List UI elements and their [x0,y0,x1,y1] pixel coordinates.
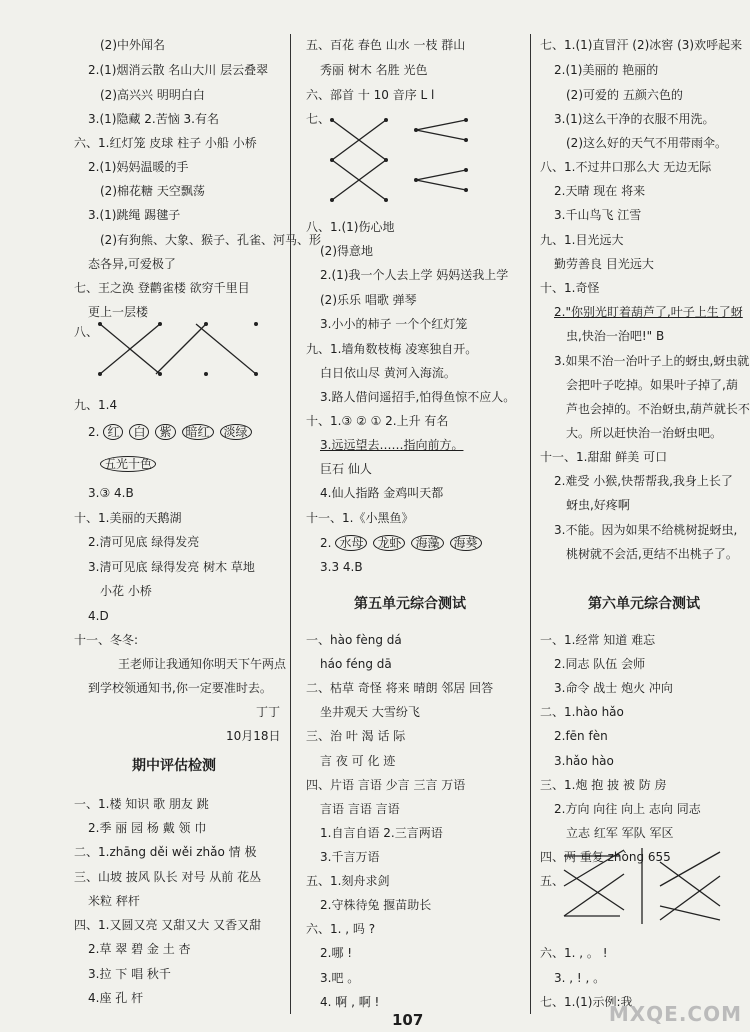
circled-word: 紫 [155,424,175,440]
answer-line: 十、1.美丽的天鹅湖 [74,511,182,525]
answer-line: (2)棉花糖 天空飘荡 [100,184,205,198]
answer-line: 巨石 仙人 [320,462,372,476]
answer-line: 3.(1)跳绳 踢毽子 [88,208,181,222]
answer-line: (2)得意地 [320,244,373,258]
answer-line: 2.(1)我一个人去上学 妈妈送我上学 [320,268,509,282]
circled-word: 五光十色 [100,456,156,472]
answer-line: 九、1.目光远大 [540,233,624,247]
answer-line: 十一、冬冬: [74,633,139,647]
answer-line: 九、1.墙角数枝梅 凌寒独自开。 [306,342,478,356]
answer-line: 勤劳善良 目光远大 [554,257,654,271]
answer-line: 十、1.③ ② ① 2.上升 有名 [306,414,449,428]
page-number: 107 [392,1011,424,1029]
answer-line: (2)高兴兴 明明白白 [100,88,205,102]
answer-line: 2.方向 向往 向上 志向 同志 [554,802,701,816]
answer-line: 五、百花 春色 山水 一枝 群山 [306,38,466,52]
answer-line: 十一、1.甜甜 鲜美 可口 [540,450,668,464]
answer-line: 2.(1)美丽的 艳丽的 [554,63,659,77]
answer-line: 秀丽 树木 名胜 光色 [320,63,428,77]
answer-line: 2.守株待兔 揠苗助长 [320,898,432,912]
answer-line: 3.(1)隐藏 2.苦恼 3.有名 [88,112,219,126]
answer-line: 六、部首 十 10 音序 L l [306,88,435,102]
answer-line: 3.hǎo hào [554,754,614,768]
answer-line: 到学校领通知书,你一定要准时去。 [88,681,272,695]
answer-line: 3.3 4.B [320,560,363,574]
circled-word: 水母 [335,535,367,551]
answer-line: 言 夜 可 化 迹 [320,754,396,768]
answer-line: 4.D [88,609,109,623]
answer-line: 王老师让我通知你明天下午两点 [118,657,287,671]
answer-line: 言语 言语 言语 [320,802,400,816]
answer-line: 六、1. , 吗 ? [306,922,376,936]
answer-line: 会把叶子吃掉。如果叶子掉了,葫 [566,378,738,392]
circled-idiom [100,456,162,472]
underlined-answer: 3.远远望去……指向前方。 [320,438,464,452]
answer-line: 五、 [540,874,565,888]
answer-line: 十、1.奇怪 [540,281,600,295]
answer-line: 桃树就不会活,更结不出桃子了。 [566,547,738,561]
answer-line: (2)这么好的天气不用带雨伞。 [566,136,727,150]
answer-line: 小花 小桥 [100,584,152,598]
answer-line: 3.吧 。 [320,971,360,985]
answer-line: 二、1.hào hǎo [540,705,624,719]
column-divider-left [290,34,291,1014]
answer-line: 3.千山鸟飞 江雪 [554,208,642,222]
answer-line: (2)中外闻名 [100,38,165,52]
answer-line: 九、1.4 [74,398,118,412]
matching-diagram-left [96,318,276,382]
answer-line: 四、片语 言语 少言 三言 万语 [306,778,466,792]
answer-line: (2)有狗熊、大象、猴子、孔雀、河马、形 [100,233,321,247]
heading-unit6: 第六单元综合测试 [588,596,700,612]
answer-line: 2.同志 队伍 会师 [554,657,646,671]
answer-line: 10月18日 [226,729,281,743]
answer-line: 2.哪 ! [320,946,353,960]
underlined-answer: 2."你别光盯着葫芦了,叶子上生了蚜 [554,305,743,319]
answer-line: 二、枯草 奇怪 将来 晴朗 邻居 回答 [306,681,494,695]
answer-line: 二、1.zhāng děi wěi zhǎo 情 极 [74,845,257,859]
answer-line: 3.③ 4.B [88,486,134,500]
answer-line: 2.(1)妈妈温暖的手 [88,160,189,174]
answer-line: 3.清可见底 绿得发亮 树木 草地 [88,560,255,574]
heading-unit5: 第五单元综合测试 [354,596,466,612]
answer-line: 一、hào fèng dá [306,633,402,647]
answer-line: 4.座 孔 杆 [88,991,144,1005]
answer-line: 八、1.不过井口那么大 无边无际 [540,160,712,174]
answer-line: 4. 啊 , 啊 ! [320,995,380,1009]
circled-word: 海藻 [411,535,443,551]
answer-line: 四、两 重复 zhòng 655 [540,850,671,864]
answer-line: 3.拉 下 唱 秋千 [88,967,171,981]
answer-line: 态各异,可爱极了 [88,257,176,271]
answer-line: 3.路人借问遥招手,怕得鱼惊不应人。 [320,390,516,404]
answer-line: 2.难受 小猴,快帮帮我,我身上长了 [554,474,733,488]
answer-line: (2)可爱的 五颜六色的 [566,88,683,102]
answer-line: 一、1.楼 知识 歌 朋友 跳 [74,797,209,811]
answer-line: 一、1.经常 知道 难忘 [540,633,656,647]
answer-line: 2.草 翠 碧 金 土 杏 [88,942,191,956]
answer-line: 坐井观天 大雪纷飞 [320,705,420,719]
circled-colors-row [88,424,258,440]
answer-line: 虫,快治一治吧!" B [566,329,665,343]
matching-diagram-right [560,846,730,926]
answer-line: 芦也会掉的。不治蚜虫,葫芦就长不 [566,402,750,416]
answer-line: 1.自言自语 2.三言两语 [320,826,443,840]
answer-line: 四、1.又圆又亮 又甜又大 又香又甜 [74,918,262,932]
circled-word: 海葵 [450,535,482,551]
answer-line: 3.命令 战士 炮火 冲向 [554,681,673,695]
answer-line: 3.(1)这么干净的衣服不用洗。 [554,112,715,126]
answer-line: 七、1.(1)直冒汗 (2)冰窖 (3)欢呼起来 [540,38,743,52]
answer-line: 3.千言万语 [320,850,380,864]
item-number: 2. [320,536,332,550]
answer-line: 2.fēn fèn [554,729,608,743]
answer-line: 三、1.炮 抱 披 被 防 房 [540,778,667,792]
answer-line: 3.小小的柿子 一个个红灯笼 [320,317,468,331]
answer-line: 八、1.(1)伤心地 [306,220,395,234]
answer-line: 更上一层楼 [88,305,149,319]
answer-line: 蚜虫,好疼啊 [566,498,630,512]
column-divider-right [530,34,531,1014]
answer-line: háo féng dā [320,657,392,671]
answer-line: 七、1.(1)示例:我 [540,995,633,1009]
answer-line: 十一、1.《小黑鱼》 [306,511,414,525]
answer-line: (2)乐乐 唱歌 弹琴 [320,293,417,307]
answer-line: 米粒 秤杆 [88,894,140,908]
answer-line: 3.不能。因为如果不给桃树捉蚜虫, [554,523,738,537]
answer-line: 七、 [306,112,331,126]
answer-line: 3. , ! , 。 [554,971,606,985]
answer-line: 2.(1)烟消云散 名山大川 层云叠翠 [88,63,269,77]
circled-word: 暗红 [182,424,214,440]
circled-word: 红 [103,424,123,440]
circled-word: 龙虾 [373,535,405,551]
answer-line: 八、 [74,325,99,339]
answer-line: 大。所以赶快治一治蚜虫吧。 [566,426,723,440]
item-number: 2. [88,425,100,439]
answer-line: 六、1.红灯笼 皮球 柱子 小船 小桥 [74,136,257,150]
answer-line: 六、1. , 。 ! [540,946,608,960]
answer-line: 七、王之涣 登鹳雀楼 欲穷千里目 [74,281,250,295]
site-watermark: MXQE.COM [608,1002,742,1026]
circled-word: 淡绿 [220,424,252,440]
answer-line: 4.仙人指路 金鸡叫天都 [320,486,444,500]
answer-line: 白日依山尽 黄河入海流。 [320,366,456,380]
answer-line: 三、治 叶 渴 话 际 [306,729,406,743]
matching-diagram-middle [326,114,476,208]
answer-line: 2.清可见底 绿得发亮 [88,535,200,549]
answer-line: 三、山坡 披风 队长 对号 从前 花丛 [74,870,262,884]
answer-line: 2.天晴 现在 将来 [554,184,646,198]
answer-line: 3.如果不治一治叶子上的蚜虫,蚜虫就 [554,354,750,368]
circled-word: 白 [129,424,149,440]
answer-line: 2.季 丽 园 杨 戴 领 巾 [88,821,207,835]
answer-line: 五、1.刻舟求剑 [306,874,390,888]
circled-sea-creatures-row [320,535,488,551]
heading-midterm: 期中评估检测 [132,758,216,774]
answer-line: 立志 红军 军队 军区 [566,826,674,840]
answer-line: 丁丁 [256,705,281,719]
